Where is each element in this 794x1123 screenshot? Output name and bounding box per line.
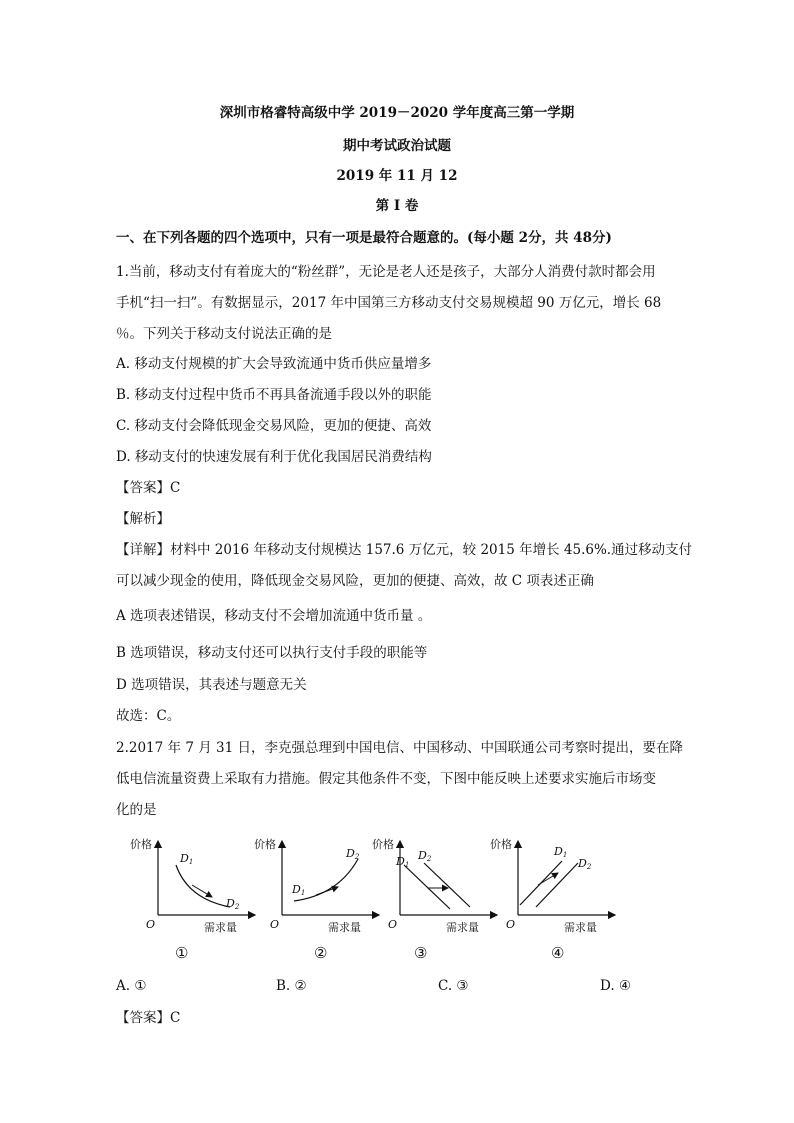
x-axis-label: 需求量 — [564, 921, 597, 934]
q1-detail-line: 【详解】材料中 2016 年移动支付规模达 157.6 万亿元，较 2015 年增长 45.6%.通过移动支付 — [116, 542, 693, 558]
demand-curve — [176, 865, 230, 907]
q1-detail-line: 可以减少现金的使用，降低现金交易风险，更加的便捷、高效，故 C 项表述正确 — [116, 573, 594, 589]
graph-1-label: ① — [175, 944, 189, 962]
exam-date: 2019 年 11 月 12 — [336, 168, 458, 184]
q2-answer: 【答案】C — [116, 1010, 181, 1026]
curve-label-d1: D1 — [554, 845, 568, 859]
graph-4-label: ④ — [551, 944, 565, 962]
x-axis-label: 需求量 — [328, 921, 361, 934]
q1-option-a: A. 移动支付规模的扩大会导致流通中货币供应量增多 — [116, 356, 432, 372]
y-axis-label: 价格 — [254, 838, 276, 851]
origin-label: O — [146, 918, 156, 931]
shift-arrow — [316, 887, 338, 895]
q1-conclusion: 故选：C。 — [116, 708, 181, 724]
y-axis-label: 价格 — [490, 838, 512, 851]
exam-subtitle: 期中考试政治试题 — [343, 138, 451, 154]
section-heading: 一、在下列各题的四个选项中，只有一项是最符合题意的。(每小题 2分，共 48分) — [116, 230, 612, 246]
x-axis-label: 需求量 — [446, 921, 479, 934]
graph-3-label: ③ — [414, 944, 428, 962]
y-axis-label: 价格 — [130, 838, 152, 851]
q2-stem-line: 低电信流量资费上采取有力措施。假定其他条件不变，下图中能反映上述要求实施后市场变 — [116, 771, 656, 787]
volume-heading: 第 I 卷 — [375, 198, 419, 214]
q1-explain-a: A 选项表述错误，移动支付不会增加流通中货币量 。 — [116, 608, 432, 624]
q1-option-c: C. 移动支付会降低现金交易风险，更加的便捷、高效 — [116, 418, 432, 434]
demand-line-d2 — [424, 863, 470, 907]
q1-stem-line: 1.当前，移动支付有着庞大的“粉丝群”，无论是老人还是孩子，大部分人消费付款时都会用 — [116, 264, 656, 280]
q1-explain-b: B 选项错误，移动支付还可以执行支付手段的职能等 — [116, 645, 428, 661]
curve-label-d2: D2 — [578, 857, 592, 871]
q1-option-d: D. 移动支付的快速发展有利于优化我国居民消费结构 — [116, 449, 432, 465]
q2-option-d: D. ④ — [600, 978, 632, 994]
graph-4 — [490, 835, 640, 935]
origin-label: O — [270, 918, 280, 931]
q2-option-b: B. ② — [276, 978, 307, 994]
q2-stem-line: 2.2017 年 7 月 31 日，李克强总理到中国电信、中国移动、中国联通公司考察时提出，要在降 — [116, 740, 683, 756]
q2-option-c: C. ③ — [438, 978, 469, 994]
demand-line-d1 — [404, 865, 450, 909]
x-axis-label: 需求量 — [204, 921, 237, 934]
curve-label-d2: D2 — [226, 897, 240, 911]
shift-arrow — [192, 885, 212, 897]
q1-analysis-label: 【解析】 — [116, 511, 170, 527]
q2-option-a: A. ① — [116, 978, 147, 994]
y-axis-label: 价格 — [372, 838, 394, 851]
curve-label-d1: D1 — [292, 883, 306, 897]
demand-line-d2 — [536, 863, 578, 907]
graph-2-label: ② — [314, 944, 328, 962]
q1-answer: 【答案】C — [116, 480, 181, 496]
origin-label: O — [506, 918, 516, 931]
q1-explain-d: D 选项错误，其表述与题意无关 — [116, 677, 307, 693]
q2-stem-line: 化的是 — [116, 802, 157, 818]
q1-stem-line: ％。下列关于移动支付说法正确的是 — [116, 326, 332, 342]
curve-label-d2: D2 — [418, 849, 432, 863]
curve-label-d1: D1 — [180, 852, 194, 866]
curve-label-d2: D2 — [346, 847, 360, 861]
origin-label: O — [388, 918, 398, 931]
q1-stem-line: 手机“扫一扫”。有数据显示，2017 年中国第三方移动支付交易规模超 90 万亿元，增长 68 — [116, 295, 662, 311]
curve-label-d1: D1 — [396, 855, 410, 869]
exam-title: 深圳市格睿特高级中学 2019－2020 学年度高三第一学期 — [219, 105, 575, 121]
q1-option-b: B. 移动支付过程中货币不再具备流通手段以外的职能 — [116, 387, 432, 403]
